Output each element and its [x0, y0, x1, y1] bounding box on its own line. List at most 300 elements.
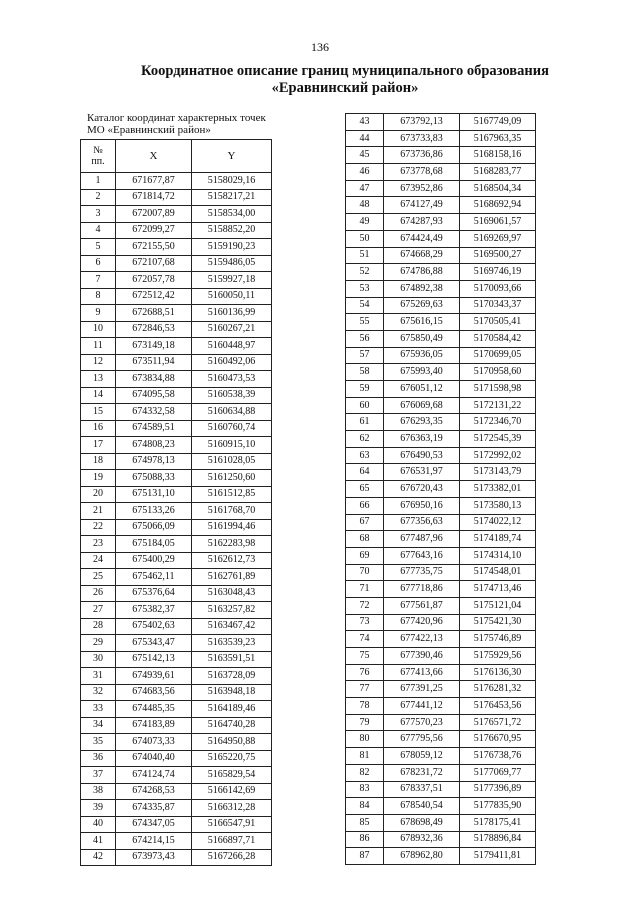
point-number: 76	[346, 664, 384, 681]
y-coordinate: 5158029,16	[192, 173, 272, 190]
point-number: 43	[346, 114, 384, 131]
x-coordinate: 673511,94	[116, 354, 192, 371]
y-coordinate: 5175746,89	[460, 631, 536, 648]
table-row	[346, 648, 536, 665]
point-number: 38	[81, 783, 116, 800]
table-row	[346, 447, 536, 464]
y-coordinate: 5163539,23	[192, 635, 272, 652]
y-coordinate: 5166547,91	[192, 816, 272, 833]
table-row	[81, 602, 272, 619]
point-number: 40	[81, 816, 116, 833]
table-row	[81, 519, 272, 536]
y-coordinate: 5160448,97	[192, 338, 272, 355]
y-coordinate: 5160267,21	[192, 321, 272, 338]
y-coordinate: 5173382,01	[460, 481, 536, 498]
table-row	[346, 781, 536, 798]
x-coordinate: 674073,33	[116, 734, 192, 751]
table-row	[346, 347, 536, 364]
y-coordinate: 5173580,13	[460, 497, 536, 514]
y-coordinate: 5160538,39	[192, 387, 272, 404]
x-coordinate: 677413,66	[384, 664, 460, 681]
point-number: 11	[81, 338, 116, 355]
table-row	[81, 338, 272, 355]
point-number: 86	[346, 831, 384, 848]
x-coordinate: 674127,49	[384, 197, 460, 214]
y-coordinate: 5161250,60	[192, 470, 272, 487]
y-coordinate: 5170093,66	[460, 280, 536, 297]
y-coordinate: 5176571,72	[460, 714, 536, 731]
table-row	[81, 734, 272, 751]
x-coordinate: 674668,29	[384, 247, 460, 264]
table-row	[346, 764, 536, 781]
table-row	[81, 684, 272, 701]
table-row	[81, 816, 272, 833]
point-number: 1	[81, 173, 116, 190]
x-coordinate: 674808,23	[116, 437, 192, 454]
x-coordinate: 677420,96	[384, 614, 460, 631]
table-row	[346, 130, 536, 147]
document-title	[120, 63, 570, 97]
point-number: 28	[81, 618, 116, 635]
point-number: 18	[81, 453, 116, 470]
point-number: 68	[346, 531, 384, 548]
table-row	[346, 280, 536, 297]
x-coordinate: 674332,58	[116, 404, 192, 421]
y-coordinate: 5174022,12	[460, 514, 536, 531]
x-coordinate: 677795,56	[384, 731, 460, 748]
table-row	[81, 618, 272, 635]
x-coordinate: 675382,37	[116, 602, 192, 619]
table-row	[81, 222, 272, 239]
y-coordinate: 5166142,69	[192, 783, 272, 800]
y-coordinate: 5168504,34	[460, 180, 536, 197]
point-number: 37	[81, 767, 116, 784]
table-row	[346, 514, 536, 531]
table-row	[346, 681, 536, 698]
x-coordinate: 673733,83	[384, 130, 460, 147]
point-number: 23	[81, 536, 116, 553]
x-coordinate: 674347,05	[116, 816, 192, 833]
point-number: 5	[81, 239, 116, 256]
point-number: 66	[346, 497, 384, 514]
table-header-row	[81, 140, 272, 173]
point-number: 31	[81, 668, 116, 685]
x-coordinate: 674978,13	[116, 453, 192, 470]
y-coordinate: 5166897,71	[192, 833, 272, 850]
x-coordinate: 678337,51	[384, 781, 460, 798]
y-coordinate: 5163591,51	[192, 651, 272, 668]
table-row	[81, 371, 272, 388]
table-row	[346, 397, 536, 414]
table-row	[81, 173, 272, 190]
table-row	[81, 255, 272, 272]
table-row	[346, 698, 536, 715]
point-number: 77	[346, 681, 384, 698]
y-coordinate: 5167749,09	[460, 114, 536, 131]
y-coordinate: 5158534,00	[192, 206, 272, 223]
x-coordinate: 674892,38	[384, 280, 460, 297]
table-row	[346, 147, 536, 164]
point-number: 15	[81, 404, 116, 421]
x-coordinate: 673952,86	[384, 180, 460, 197]
x-coordinate: 671814,72	[116, 189, 192, 206]
y-coordinate: 5158852,20	[192, 222, 272, 239]
table-row	[346, 564, 536, 581]
y-coordinate: 5176453,56	[460, 698, 536, 715]
point-number: 47	[346, 180, 384, 197]
table-row	[81, 800, 272, 817]
table-row	[81, 189, 272, 206]
y-coordinate: 5165220,75	[192, 750, 272, 767]
x-coordinate: 672155,50	[116, 239, 192, 256]
point-number: 14	[81, 387, 116, 404]
table-row	[346, 197, 536, 214]
table-row	[346, 714, 536, 731]
point-number: 65	[346, 481, 384, 498]
y-coordinate: 5178175,41	[460, 814, 536, 831]
table-row	[81, 437, 272, 454]
y-coordinate: 5163948,18	[192, 684, 272, 701]
x-coordinate: 674786,88	[384, 264, 460, 281]
x-coordinate: 672057,78	[116, 272, 192, 289]
y-coordinate: 5167266,28	[192, 849, 272, 866]
point-number: 63	[346, 447, 384, 464]
x-coordinate: 676720,43	[384, 481, 460, 498]
y-coordinate: 5163048,43	[192, 585, 272, 602]
point-number: 2	[81, 189, 116, 206]
x-coordinate: 674183,89	[116, 717, 192, 734]
table-row	[81, 288, 272, 305]
x-coordinate: 675402,63	[116, 618, 192, 635]
y-coordinate: 5165829,54	[192, 767, 272, 784]
table-row	[81, 387, 272, 404]
point-number: 10	[81, 321, 116, 338]
table-row	[346, 831, 536, 848]
table-row	[81, 585, 272, 602]
point-number: 33	[81, 701, 116, 718]
point-number: 7	[81, 272, 116, 289]
point-number: 61	[346, 414, 384, 431]
table-row	[81, 635, 272, 652]
y-coordinate: 5164950,88	[192, 734, 272, 751]
x-coordinate: 672846,53	[116, 321, 192, 338]
x-coordinate: 676069,68	[384, 397, 460, 414]
x-coordinate: 675376,64	[116, 585, 192, 602]
x-coordinate: 674268,53	[116, 783, 192, 800]
table-row	[346, 230, 536, 247]
y-coordinate: 5167963,35	[460, 130, 536, 147]
x-coordinate: 677422,13	[384, 631, 460, 648]
y-coordinate: 5170958,60	[460, 364, 536, 381]
x-coordinate: 678231,72	[384, 764, 460, 781]
table-row	[346, 581, 536, 598]
table-row	[81, 750, 272, 767]
x-coordinate: 675142,13	[116, 651, 192, 668]
table-row	[81, 767, 272, 784]
table-row	[346, 381, 536, 398]
x-coordinate: 674040,40	[116, 750, 192, 767]
table-row	[81, 206, 272, 223]
table-row	[81, 404, 272, 421]
y-coordinate: 5162612,73	[192, 552, 272, 569]
table-row	[346, 731, 536, 748]
y-coordinate: 5170505,41	[460, 314, 536, 331]
y-coordinate: 5162761,89	[192, 569, 272, 586]
table-row	[346, 247, 536, 264]
point-number: 80	[346, 731, 384, 748]
table-row	[81, 651, 272, 668]
x-coordinate: 677735,75	[384, 564, 460, 581]
point-number: 6	[81, 255, 116, 272]
page-number: 136	[311, 40, 329, 54]
point-number: 51	[346, 247, 384, 264]
y-coordinate: 5169061,57	[460, 214, 536, 231]
x-coordinate: 672107,68	[116, 255, 192, 272]
point-number: 82	[346, 764, 384, 781]
x-coordinate: 673973,43	[116, 849, 192, 866]
table-row	[81, 453, 272, 470]
x-coordinate: 675616,15	[384, 314, 460, 331]
point-number: 21	[81, 503, 116, 520]
table-row	[346, 848, 536, 865]
table-row	[346, 631, 536, 648]
x-coordinate: 675993,40	[384, 364, 460, 381]
table-row	[346, 414, 536, 431]
x-coordinate: 672099,27	[116, 222, 192, 239]
x-coordinate: 678540,54	[384, 798, 460, 815]
x-coordinate: 674214,15	[116, 833, 192, 850]
point-number: 84	[346, 798, 384, 815]
table-row	[81, 833, 272, 850]
point-number: 42	[81, 849, 116, 866]
header-number-line-2: пп.	[91, 156, 105, 167]
x-coordinate: 677643,16	[384, 547, 460, 564]
table-row	[346, 464, 536, 481]
x-coordinate: 675066,09	[116, 519, 192, 536]
table-row	[81, 486, 272, 503]
point-number: 32	[81, 684, 116, 701]
x-coordinate: 674095,58	[116, 387, 192, 404]
x-coordinate: 674939,61	[116, 668, 192, 685]
table-row	[81, 783, 272, 800]
table-row	[346, 297, 536, 314]
y-coordinate: 5174548,01	[460, 564, 536, 581]
x-coordinate: 677356,63	[384, 514, 460, 531]
x-coordinate: 673736,86	[384, 147, 460, 164]
point-number: 49	[346, 214, 384, 231]
x-coordinate: 675269,63	[384, 297, 460, 314]
table-row	[346, 481, 536, 498]
table-row	[346, 364, 536, 381]
point-number: 4	[81, 222, 116, 239]
table-row	[346, 814, 536, 831]
x-coordinate: 673792,13	[384, 114, 460, 131]
point-number: 46	[346, 164, 384, 181]
table-row	[346, 531, 536, 548]
point-number: 67	[346, 514, 384, 531]
point-number: 9	[81, 305, 116, 322]
x-coordinate: 675133,26	[116, 503, 192, 520]
y-coordinate: 5177396,89	[460, 781, 536, 798]
point-number: 56	[346, 330, 384, 347]
point-number: 16	[81, 420, 116, 437]
table-body-right	[346, 114, 536, 865]
table-row	[346, 114, 536, 131]
y-coordinate: 5174713,46	[460, 581, 536, 598]
y-coordinate: 5161994,46	[192, 519, 272, 536]
y-coordinate: 5169269,97	[460, 230, 536, 247]
point-number: 35	[81, 734, 116, 751]
table-row	[346, 547, 536, 564]
header-x: X	[116, 140, 192, 173]
point-number: 39	[81, 800, 116, 817]
point-number: 75	[346, 648, 384, 665]
y-coordinate: 5161028,05	[192, 453, 272, 470]
x-coordinate: 676531,97	[384, 464, 460, 481]
y-coordinate: 5178896,84	[460, 831, 536, 848]
point-number: 71	[346, 581, 384, 598]
x-coordinate: 675088,33	[116, 470, 192, 487]
x-coordinate: 677391,25	[384, 681, 460, 698]
y-coordinate: 5160760,74	[192, 420, 272, 437]
catalog-caption: Каталог координат характерных точек МО «Еравнинский район»	[87, 112, 266, 136]
x-coordinate: 676051,12	[384, 381, 460, 398]
y-coordinate: 5170343,37	[460, 297, 536, 314]
table-row	[346, 164, 536, 181]
y-coordinate: 5162283,98	[192, 536, 272, 553]
x-coordinate: 677441,12	[384, 698, 460, 715]
y-coordinate: 5164189,46	[192, 701, 272, 718]
x-coordinate: 675184,05	[116, 536, 192, 553]
y-coordinate: 5179411,81	[460, 848, 536, 865]
table-row	[81, 849, 272, 866]
point-number: 48	[346, 197, 384, 214]
point-number: 44	[346, 130, 384, 147]
point-number: 74	[346, 631, 384, 648]
x-coordinate: 675462,11	[116, 569, 192, 586]
header-number-line-1: №	[93, 145, 103, 156]
x-coordinate: 678059,12	[384, 748, 460, 765]
point-number: 72	[346, 597, 384, 614]
table-row	[81, 354, 272, 371]
table-row	[346, 748, 536, 765]
y-coordinate: 5177835,90	[460, 798, 536, 815]
table-row	[81, 305, 272, 322]
x-coordinate: 674683,56	[116, 684, 192, 701]
point-number: 73	[346, 614, 384, 631]
table-row	[346, 264, 536, 281]
y-coordinate: 5175929,56	[460, 648, 536, 665]
x-coordinate: 677718,86	[384, 581, 460, 598]
point-number: 69	[346, 547, 384, 564]
point-number: 79	[346, 714, 384, 731]
y-coordinate: 5160915,10	[192, 437, 272, 454]
point-number: 3	[81, 206, 116, 223]
y-coordinate: 5169746,19	[460, 264, 536, 281]
title-line-1: Координатное описание границ муниципального образования	[141, 63, 549, 79]
x-coordinate: 674424,49	[384, 230, 460, 247]
table-row	[81, 420, 272, 437]
point-number: 27	[81, 602, 116, 619]
x-coordinate: 675131,10	[116, 486, 192, 503]
y-coordinate: 5160473,53	[192, 371, 272, 388]
table-row	[346, 497, 536, 514]
table-row	[81, 470, 272, 487]
y-coordinate: 5161512,85	[192, 486, 272, 503]
y-coordinate: 5159486,05	[192, 255, 272, 272]
header-number	[81, 140, 116, 173]
y-coordinate: 5177069,77	[460, 764, 536, 781]
y-coordinate: 5168692,94	[460, 197, 536, 214]
x-coordinate: 675936,05	[384, 347, 460, 364]
y-coordinate: 5172545,39	[460, 431, 536, 448]
table-row	[81, 668, 272, 685]
y-coordinate: 5175121,04	[460, 597, 536, 614]
x-coordinate: 675850,49	[384, 330, 460, 347]
table-row	[346, 330, 536, 347]
y-coordinate: 5174314,10	[460, 547, 536, 564]
x-coordinate: 674485,35	[116, 701, 192, 718]
title-line-2: «Еравнинский район»	[271, 80, 419, 96]
point-number: 62	[346, 431, 384, 448]
x-coordinate: 672512,42	[116, 288, 192, 305]
point-number: 78	[346, 698, 384, 715]
point-number: 34	[81, 717, 116, 734]
y-coordinate: 5176738,76	[460, 748, 536, 765]
y-coordinate: 5166312,28	[192, 800, 272, 817]
y-coordinate: 5172346,70	[460, 414, 536, 431]
x-coordinate: 673778,68	[384, 164, 460, 181]
point-number: 64	[346, 464, 384, 481]
x-coordinate: 678962,80	[384, 848, 460, 865]
x-coordinate: 674335,87	[116, 800, 192, 817]
point-number: 36	[81, 750, 116, 767]
table-row	[81, 536, 272, 553]
coordinates-table-right	[345, 113, 536, 865]
point-number: 29	[81, 635, 116, 652]
x-coordinate: 671677,87	[116, 173, 192, 190]
header-y: Y	[192, 140, 272, 173]
x-coordinate: 677570,23	[384, 714, 460, 731]
x-coordinate: 677561,87	[384, 597, 460, 614]
x-coordinate: 676950,16	[384, 497, 460, 514]
x-coordinate: 672007,89	[116, 206, 192, 223]
y-coordinate: 5170584,42	[460, 330, 536, 347]
y-coordinate: 5163728,09	[192, 668, 272, 685]
x-coordinate: 674287,93	[384, 214, 460, 231]
x-coordinate: 673834,88	[116, 371, 192, 388]
y-coordinate: 5159190,23	[192, 239, 272, 256]
point-number: 53	[346, 280, 384, 297]
point-number: 19	[81, 470, 116, 487]
x-coordinate: 676490,53	[384, 447, 460, 464]
table-row	[81, 717, 272, 734]
y-coordinate: 5175421,30	[460, 614, 536, 631]
table-row	[346, 798, 536, 815]
y-coordinate: 5173143,79	[460, 464, 536, 481]
table-row	[346, 614, 536, 631]
table-row	[81, 239, 272, 256]
y-coordinate: 5160634,88	[192, 404, 272, 421]
point-number: 45	[346, 147, 384, 164]
point-number: 20	[81, 486, 116, 503]
y-coordinate: 5174189,74	[460, 531, 536, 548]
y-coordinate: 5176670,95	[460, 731, 536, 748]
x-coordinate: 674589,51	[116, 420, 192, 437]
y-coordinate: 5160492,06	[192, 354, 272, 371]
x-coordinate: 672688,51	[116, 305, 192, 322]
point-number: 8	[81, 288, 116, 305]
